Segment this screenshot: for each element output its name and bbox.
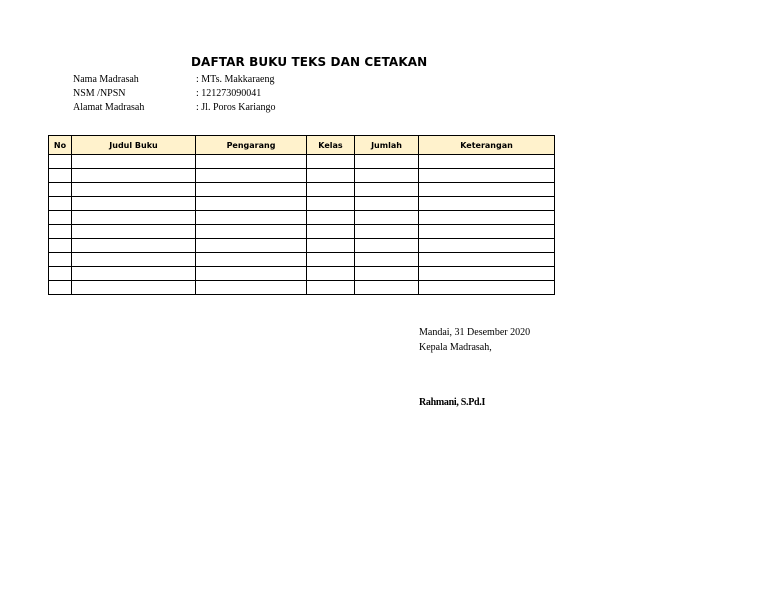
table-row [49,225,555,239]
table-cell [355,225,419,239]
table-cell [355,155,419,169]
table-cell [419,253,555,267]
table-cell [49,211,72,225]
table-cell [49,267,72,281]
column-header-title: Judul Buku [72,136,196,155]
table-cell [72,239,196,253]
table-body [49,155,555,295]
info-row-address [73,101,275,115]
info-row-nsm-npsn [73,87,275,101]
table-row [49,267,555,281]
column-header-no: No [49,136,72,155]
table-row [49,155,555,169]
info-label: NSM /NPSN [73,88,126,99]
column-header-quantity: Jumlah [355,136,419,155]
table-cell [196,211,307,225]
table-cell [72,169,196,183]
column-header-notes: Keterangan [419,136,555,155]
signer-position: Kepala Madrasah, [419,342,492,353]
table-row [49,239,555,253]
table-cell [307,225,355,239]
column-header-class: Kelas [307,136,355,155]
table-cell [72,155,196,169]
table-cell [72,211,196,225]
table-cell [355,211,419,225]
signer-name: Rahmani, S.Pd.I [419,397,486,408]
table-row [49,169,555,183]
signature-block [419,325,530,355]
table-cell [49,253,72,267]
school-info [73,73,275,115]
table-row [49,211,555,225]
document-title: DAFTAR BUKU TEKS DAN CETAKAN [191,55,428,69]
table-cell [196,253,307,267]
table-cell [419,211,555,225]
table-cell [419,225,555,239]
table-cell [72,183,196,197]
table-cell [307,155,355,169]
table-cell [355,183,419,197]
table-cell [307,239,355,253]
table-cell [355,169,419,183]
table-cell [196,225,307,239]
table-cell [72,197,196,211]
table-cell [49,155,72,169]
table-cell [196,281,307,295]
table-row [49,183,555,197]
table-cell [196,267,307,281]
table-cell [196,155,307,169]
table-cell [307,267,355,281]
table-cell [355,267,419,281]
table-cell [196,183,307,197]
table-cell [196,197,307,211]
table-cell [419,169,555,183]
table-cell [49,239,72,253]
table-cell [49,183,72,197]
table-cell [419,281,555,295]
table-cell [196,169,307,183]
table-cell [307,211,355,225]
table-cell [419,267,555,281]
column-header-author: Pengarang [196,136,307,155]
table-cell [355,239,419,253]
table-cell [49,169,72,183]
info-value: : MTs. Makkaraeng [196,74,275,85]
table-cell [307,169,355,183]
table-cell [196,239,307,253]
info-row-school-name [73,73,275,87]
table-header-row [49,136,555,155]
table-cell [419,197,555,211]
table-cell [419,183,555,197]
table-cell [419,155,555,169]
info-value: : 121273090041 [196,88,262,99]
table-cell [49,225,72,239]
table-cell [307,253,355,267]
table-row [49,281,555,295]
table-cell [307,281,355,295]
info-label: Nama Madrasah [73,74,139,85]
book-list-table [48,135,555,295]
table-row [49,253,555,267]
table-cell [49,281,72,295]
table-cell [307,183,355,197]
info-label: Alamat Madrasah [73,102,145,113]
place-date: Mandai, 31 Desember 2020 [419,327,531,338]
table-cell [72,267,196,281]
table-cell [419,239,555,253]
table-cell [355,197,419,211]
table-cell [49,197,72,211]
table-cell [72,281,196,295]
table-cell [307,197,355,211]
table-cell [72,225,196,239]
table-cell [355,253,419,267]
info-value: : Jl. Poros Kariango [196,102,276,113]
table-cell [72,253,196,267]
table-cell [355,281,419,295]
table-row [49,197,555,211]
